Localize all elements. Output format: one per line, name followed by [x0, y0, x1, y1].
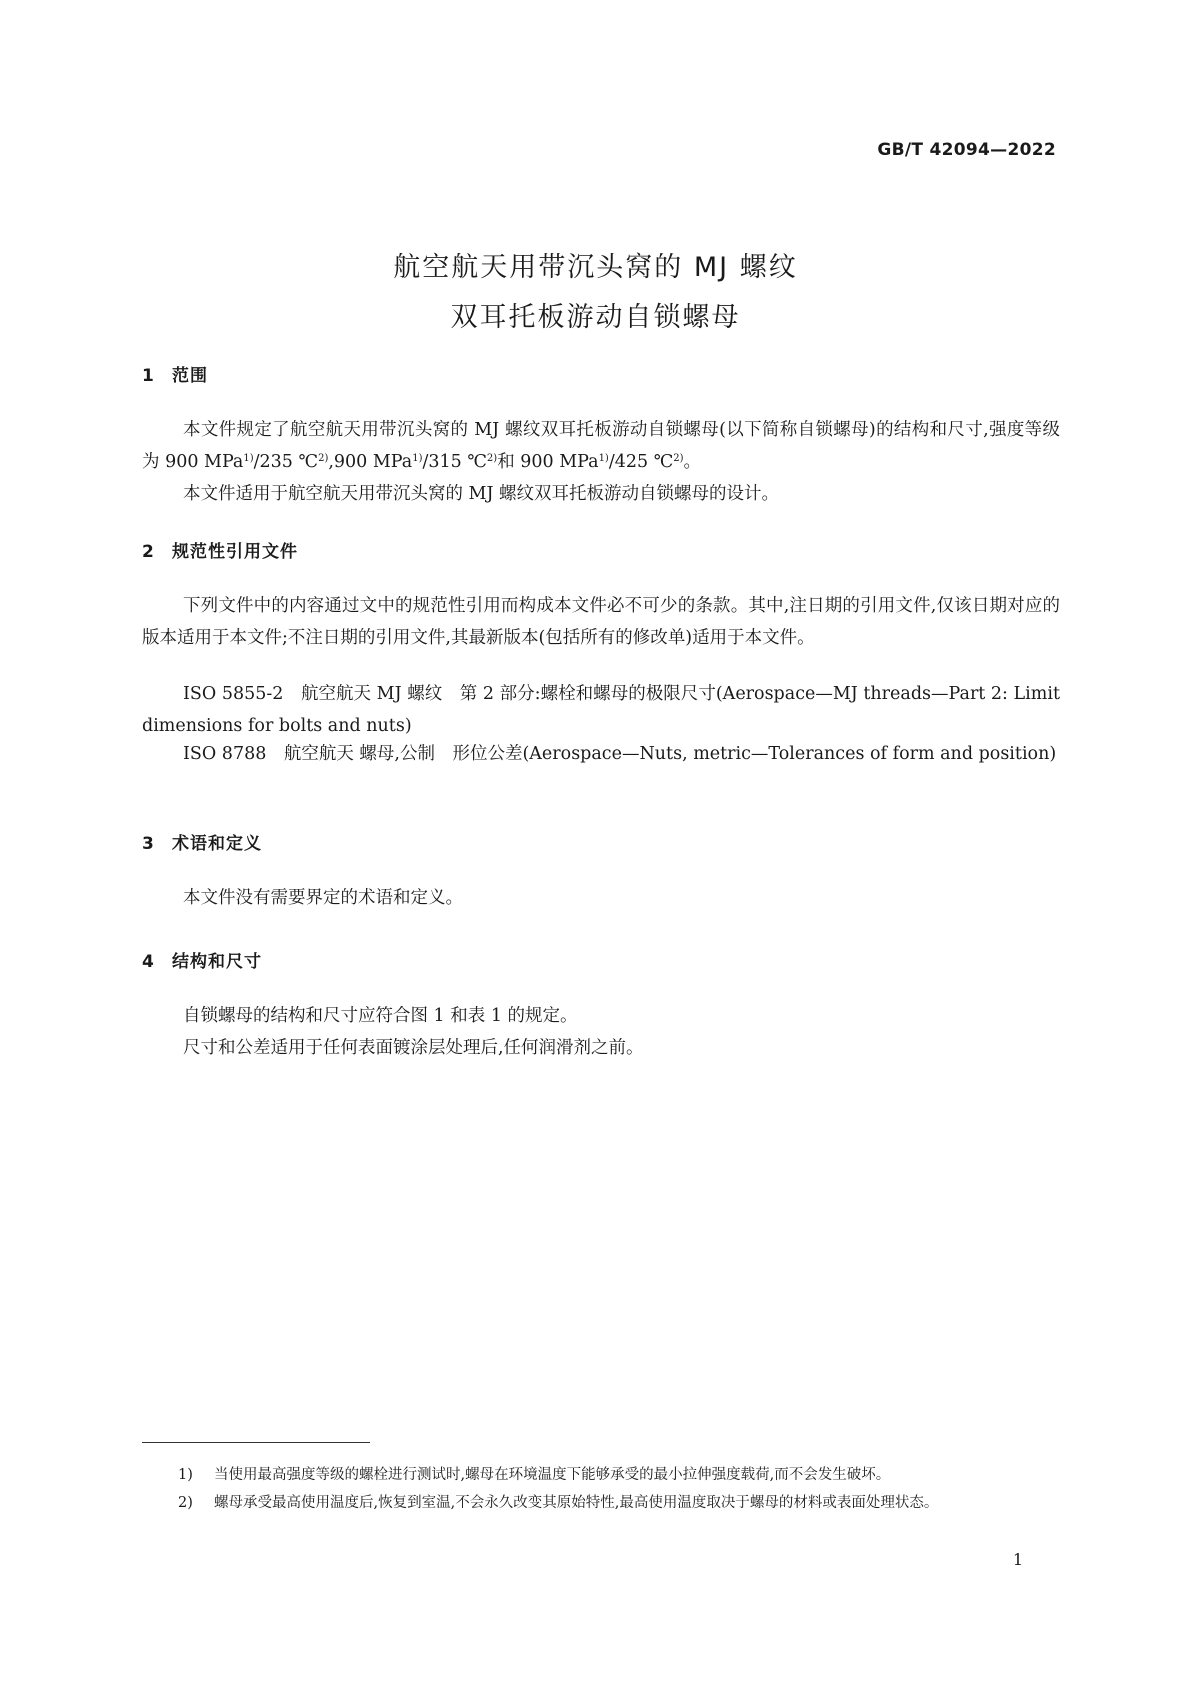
title-line-2: 双耳托板游动自锁螺母: [450, 302, 741, 333]
footnote-mark: 1): [178, 1467, 193, 1483]
section-number: 4: [142, 952, 155, 972]
section-3-paragraph-1: 本文件没有需要界定的术语和定义。: [183, 888, 463, 908]
section-4-heading: [142, 947, 262, 972]
footnote-2: [142, 1490, 1060, 1517]
section-title: 术语和定义: [172, 834, 262, 854]
normative-reference-1: ISO 5855-2 航空航天 MJ 螺纹 第 2 部分:螺栓和螺母的极限尺寸(Aerospace—MJ threads—Part 2: Limit dimensions for bolts and nuts): [142, 684, 1060, 736]
document-title: [0, 243, 1191, 343]
section-1-paragraph-2: 本文件适用于航空航天用带沉头窝的 MJ 螺纹双耳托板游动自锁螺母的设计。: [183, 484, 780, 504]
section-2-heading: [142, 537, 298, 562]
footnote-1: [142, 1462, 1060, 1489]
section-1-heading: [142, 361, 208, 386]
section-number: 2: [142, 542, 155, 562]
page-number: 1: [1012, 1550, 1023, 1569]
standard-number: GB/T 42094—2022: [877, 140, 1056, 160]
section-2-paragraph-1: 下列文件中的内容通过文中的规范性引用而构成本文件必不可少的条款。其中,注日期的引用文件,仅该日期对应的版本适用于本文件;不注日期的引用文件,其最新版本(包括所有的修改单)适用于本文件。: [142, 596, 1060, 648]
section-4-paragraph-2: 尺寸和公差适用于任何表面镀涂层处理后,任何润滑剂之前。: [183, 1038, 644, 1058]
section-number: 3: [142, 834, 155, 854]
section-title: 范围: [172, 366, 208, 386]
normative-reference-2: ISO 8788 航空航天 螺母,公制 形位公差(Aerospace—Nuts, metric—Tolerances of form and position): [183, 744, 1057, 764]
footnote-text: 螺母承受最高使用温度后,恢复到室温,不会永久改变其原始特性,最高使用温度取决于螺母的材料或表面处理状态。: [214, 1495, 939, 1511]
section-1-paragraph-1: 本文件规定了航空航天用带沉头窝的 MJ 螺纹双耳托板游动自锁螺母(以下简称自锁螺母)的结构和尺寸,强度等级为 900 MPa$^{1)}$/235 ℃$^{2)}$,900 MPa$^{1)}$/315 ℃$^{2)}$和 900 MPa$^{1)}$/425 ℃$^{2)}$。: [142, 420, 1060, 472]
footnote-text: 当使用最高强度等级的螺栓进行测试时,螺母在环境温度下能够承受的最小拉伸强度载荷,而不会发生破坏。: [214, 1467, 891, 1483]
title-line-1: 航空航天用带沉头窝的 MJ 螺纹: [393, 252, 798, 283]
section-number: 1: [142, 366, 155, 386]
section-title: 结构和尺寸: [172, 952, 262, 972]
section-3-heading: [142, 829, 262, 854]
section-title: 规范性引用文件: [172, 542, 298, 562]
section-4-paragraph-1: 自锁螺母的结构和尺寸应符合图 1 和表 1 的规定。: [183, 1006, 578, 1026]
footnote-separator: [142, 1442, 370, 1443]
footnote-mark: 2): [178, 1495, 193, 1511]
